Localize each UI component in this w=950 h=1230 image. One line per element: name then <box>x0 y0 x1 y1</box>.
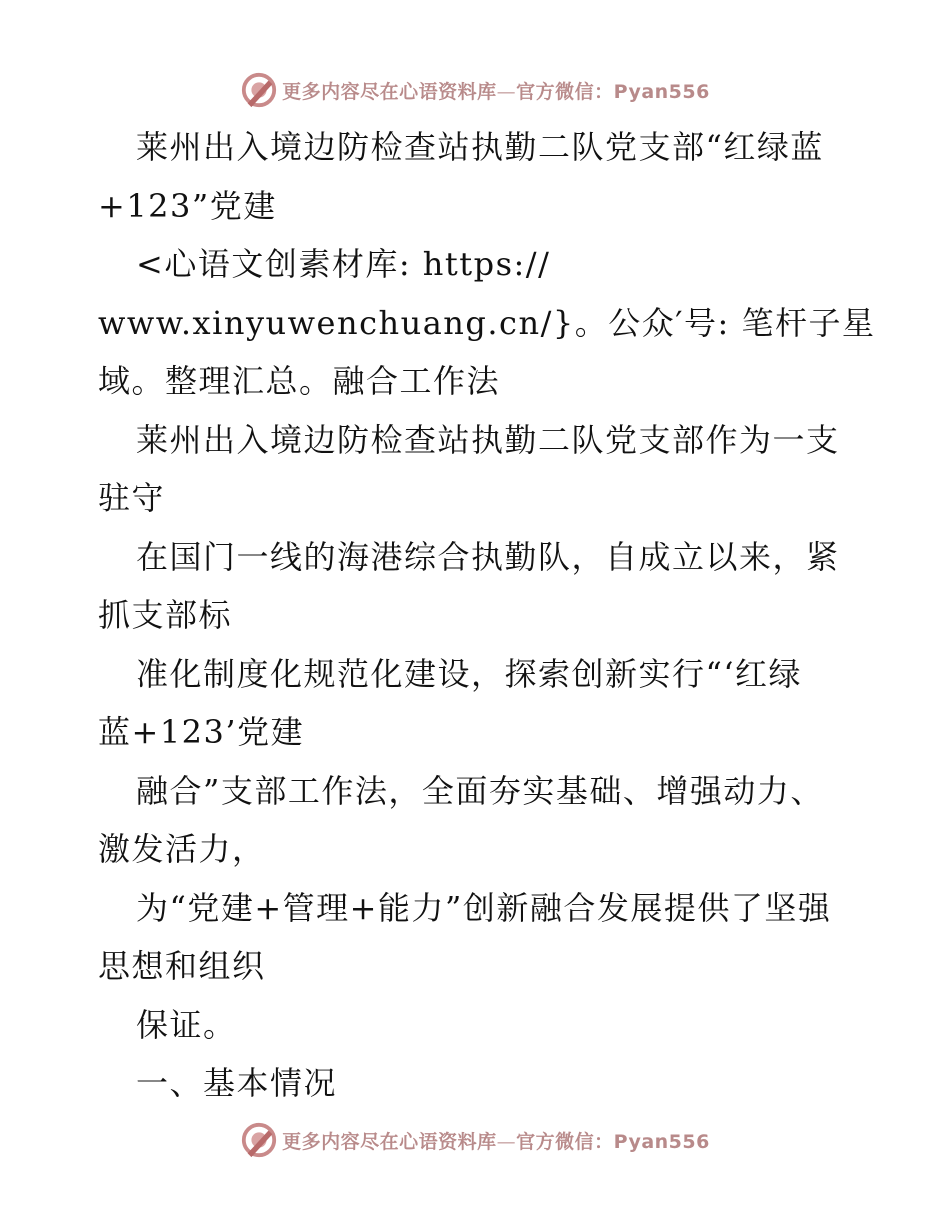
watermark-account-text: 官方微信：Pyan556 <box>516 80 710 103</box>
text-line: 驻守 <box>98 479 166 517</box>
text-line: +123”党建 <box>98 186 277 225</box>
text-line: 思想和组织 <box>98 947 266 985</box>
text-line: 莱州出入境边防检查站执勤二队党支部作为一支 <box>136 420 840 459</box>
text-line: 为“党建+管理+能力”创新融合发展提供了坚强 <box>136 888 832 927</box>
text-line: www.xinyuwenchuang.cn/}。公众′号: 笔杆子星 <box>98 303 876 342</box>
text-line: 融合”支部工作法，全面夯实基础、增强动力、 <box>136 771 824 810</box>
text-line: 在国门一线的海港综合执勤队，自成立以来，紧 <box>136 537 840 576</box>
document-body <box>98 118 876 1113</box>
watermark-main-text: 更多内容尽在心语资料库 <box>282 80 497 103</box>
watermark-separator: — <box>496 1130 517 1153</box>
watermark-main-text: 更多内容尽在心语资料库 <box>282 1130 497 1153</box>
text-line: 准化制度化规范化建设，探索创新实行“‘红绿 <box>136 654 803 693</box>
pen-seal-icon <box>240 1121 278 1159</box>
text-line: 蓝+123’党建 <box>98 713 305 751</box>
text-line: 激发活力， <box>98 830 266 868</box>
section-heading: 一、基本情况 <box>136 1064 338 1102</box>
watermark-account-text: 官方微信：Pyan556 <box>516 1130 710 1153</box>
text-line: 抓支部标 <box>98 596 233 634</box>
header-watermark <box>0 68 950 112</box>
footer-watermark <box>0 1118 950 1162</box>
text-line: <心语文创素材库: https:// <box>136 245 551 283</box>
pen-seal-icon <box>240 71 278 109</box>
text-line: 域。整理汇总。融合工作法 <box>98 362 501 400</box>
text-line: 莱州出入境边防检查站执勤二队党支部“红绿蓝 <box>136 128 824 166</box>
watermark-separator: — <box>496 80 517 103</box>
text-line: 保证。 <box>136 1005 237 1044</box>
